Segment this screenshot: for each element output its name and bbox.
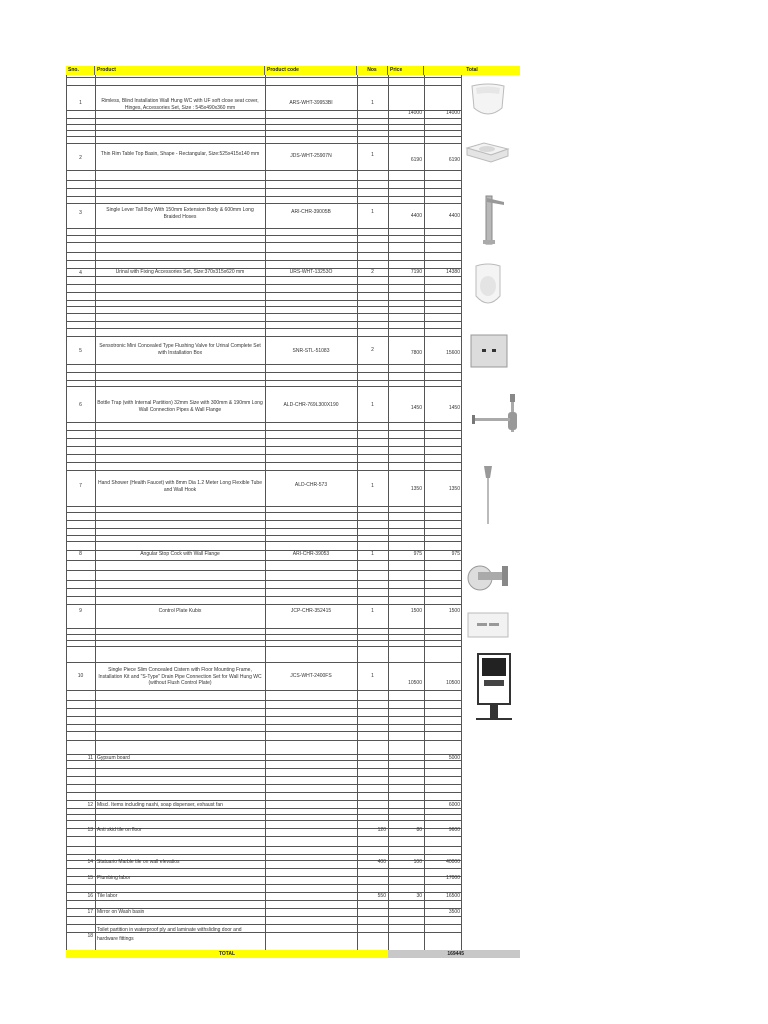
item-nos: 1 bbox=[371, 551, 374, 557]
item-sno: 3 bbox=[79, 210, 82, 216]
row-divider bbox=[66, 884, 461, 885]
wall-hung-wc-image bbox=[466, 80, 510, 122]
item-total: 6190 bbox=[448, 157, 460, 163]
row-divider bbox=[66, 77, 461, 78]
row-divider bbox=[66, 321, 461, 322]
row-divider bbox=[66, 143, 461, 144]
extra-product: Statuario Marble tile on wall elevatios bbox=[97, 859, 180, 865]
extra-product: Tile labor bbox=[97, 893, 118, 899]
extra-sno: 15 bbox=[87, 875, 93, 881]
extra-sno: 14 bbox=[87, 859, 93, 865]
row-divider bbox=[66, 470, 461, 471]
extra-sno: 13 bbox=[87, 827, 93, 833]
item-price: 7800 bbox=[410, 350, 422, 356]
row-divider bbox=[66, 560, 461, 561]
row-divider bbox=[66, 136, 461, 137]
extra-product: Miscl. Items including nashi, soap dispenser, exhaust fan bbox=[97, 802, 223, 808]
row-divider bbox=[66, 662, 461, 663]
row-divider bbox=[66, 372, 461, 373]
concealed-cistern-image bbox=[472, 652, 516, 722]
row-divider bbox=[66, 716, 461, 717]
row-divider bbox=[66, 430, 461, 431]
row-divider bbox=[66, 846, 461, 847]
item-product: Thin Rim Table Top Basin, Shape - Rectangular, Size:525x415x140 mm bbox=[100, 151, 260, 157]
row-divider bbox=[66, 640, 461, 641]
item-price: 14000 bbox=[408, 110, 422, 116]
item-product: Angular Stop Cock with Wall Flange bbox=[140, 551, 220, 557]
extra-total: 6000 bbox=[448, 802, 460, 808]
row-divider bbox=[66, 900, 461, 901]
column-divider bbox=[95, 75, 96, 950]
item-price: 975 bbox=[413, 551, 422, 557]
row-divider bbox=[66, 242, 461, 243]
column-divider bbox=[388, 75, 389, 950]
row-divider bbox=[66, 446, 461, 447]
item-code: ARI-CHR-39053 bbox=[292, 551, 330, 557]
sensor-flush-plate-image bbox=[469, 333, 509, 369]
item-price: 7190 bbox=[410, 269, 422, 275]
item-code: ALD-CHR-769L300X190 bbox=[283, 402, 339, 408]
extra-total: 40000 bbox=[446, 859, 460, 865]
item-product: Single Lever Tall Boy With 150mm Extension Body & 600mm Long Braided Hoses bbox=[106, 207, 254, 220]
extra-sno: 12 bbox=[87, 802, 93, 808]
row-divider bbox=[66, 228, 461, 229]
row-divider bbox=[66, 292, 461, 293]
row-divider bbox=[66, 700, 461, 701]
row-divider bbox=[66, 731, 461, 732]
row-divider bbox=[66, 528, 461, 529]
item-sno: 7 bbox=[79, 483, 82, 489]
item-sno: 4 bbox=[79, 270, 82, 276]
row-divider bbox=[66, 124, 461, 125]
row-divider bbox=[66, 836, 461, 837]
extra-nos: 400 bbox=[377, 859, 386, 865]
row-divider bbox=[66, 422, 461, 423]
row-divider bbox=[66, 604, 461, 605]
extra-product: Mirror on Wash basin bbox=[97, 909, 145, 915]
item-code: URS-WHT-13253O bbox=[289, 269, 333, 275]
urinal-image bbox=[468, 262, 508, 310]
row-divider bbox=[66, 535, 461, 536]
row-divider bbox=[66, 235, 461, 236]
row-divider bbox=[66, 924, 461, 925]
row-divider bbox=[66, 328, 461, 329]
item-nos: 1 bbox=[371, 100, 374, 106]
item-nos: 1 bbox=[371, 209, 374, 215]
extra-nos: 550 bbox=[377, 893, 386, 899]
row-divider bbox=[66, 252, 461, 253]
item-total: 1350 bbox=[448, 486, 460, 492]
row-divider bbox=[66, 588, 461, 589]
row-divider bbox=[66, 203, 461, 204]
header-code[interactable]: Product code bbox=[265, 66, 357, 75]
item-total: 4400 bbox=[448, 213, 460, 219]
item-price: 1450 bbox=[410, 405, 422, 411]
item-total: 10500 bbox=[446, 680, 460, 686]
item-code: JCP-CHR-352415 bbox=[290, 608, 332, 614]
item-price: 1350 bbox=[410, 486, 422, 492]
row-divider bbox=[66, 364, 461, 365]
item-nos: 2 bbox=[371, 347, 374, 353]
control-plate-image bbox=[467, 612, 509, 638]
extra-total: 17000 bbox=[446, 875, 460, 881]
item-price: 6190 bbox=[410, 157, 422, 163]
angle-valve-image bbox=[466, 556, 520, 596]
item-sno: 6 bbox=[79, 402, 82, 408]
item-product: Urinal with Fixing Accessories Set, Size:370x315x620 mm bbox=[115, 269, 245, 275]
item-sno: 10 bbox=[77, 673, 84, 679]
extra-total: 5000 bbox=[448, 755, 460, 761]
health-faucet-image bbox=[478, 462, 498, 526]
row-divider bbox=[66, 438, 461, 439]
row-divider bbox=[66, 520, 461, 521]
item-total: 14380 bbox=[446, 269, 460, 275]
row-divider bbox=[66, 628, 461, 629]
row-divider bbox=[66, 724, 461, 725]
item-sno: 8 bbox=[79, 551, 82, 557]
row-divider bbox=[66, 130, 461, 131]
item-nos: 1 bbox=[371, 483, 374, 489]
row-divider bbox=[66, 690, 461, 691]
item-nos: 1 bbox=[371, 608, 374, 614]
item-total: 14000 bbox=[446, 110, 460, 116]
extra-total: 9600 bbox=[448, 827, 460, 833]
row-divider bbox=[66, 814, 461, 815]
header-nos[interactable]: Nos bbox=[357, 66, 388, 75]
row-divider bbox=[66, 580, 461, 581]
row-divider bbox=[66, 386, 461, 387]
header-product[interactable]: Product bbox=[95, 66, 265, 75]
extra-product: Anti skid tile on floor bbox=[97, 827, 142, 833]
item-product: Bottle Trap (with Internal Partition) 32mm Size with 300mm & 190mm Long Wall Connection Pipes & Wall Flange bbox=[97, 400, 263, 413]
item-code: ARS-WHT-39953BI bbox=[289, 100, 333, 106]
row-divider bbox=[66, 541, 461, 542]
row-divider bbox=[66, 85, 461, 86]
row-divider bbox=[66, 380, 461, 381]
item-nos: 2 bbox=[371, 269, 374, 275]
item-price: 1500 bbox=[410, 608, 422, 614]
extra-total: 16500 bbox=[446, 893, 460, 899]
row-divider bbox=[66, 784, 461, 785]
row-divider bbox=[66, 180, 461, 181]
row-divider bbox=[66, 596, 461, 597]
extra-sno: 11 bbox=[87, 755, 93, 761]
item-sno: 9 bbox=[79, 608, 82, 614]
item-code: JCS-WHT-2400FS bbox=[290, 673, 332, 679]
table-top-basin-image bbox=[464, 140, 510, 166]
item-sno: 5 bbox=[79, 348, 82, 354]
header-sno[interactable]: Sno. bbox=[66, 66, 95, 75]
row-divider bbox=[66, 916, 461, 917]
item-product: Sensotronic Mini Concealed Type Flushing Valve for Urinal Complete Set with Installation Box bbox=[99, 343, 261, 356]
item-price: 10500 bbox=[408, 680, 422, 686]
item-nos: 1 bbox=[371, 152, 374, 158]
column-divider bbox=[461, 75, 462, 950]
item-product: Control Plate Kubix bbox=[158, 608, 202, 614]
extra-nos: 120 bbox=[377, 827, 386, 833]
row-divider bbox=[66, 300, 461, 301]
item-price: 4400 bbox=[410, 213, 422, 219]
extra-product: Gypsum board bbox=[97, 755, 130, 761]
total-label: TOTAL bbox=[66, 950, 388, 958]
row-divider bbox=[66, 188, 461, 189]
row-divider bbox=[66, 512, 461, 513]
row-divider bbox=[66, 792, 461, 793]
row-divider bbox=[66, 306, 461, 307]
row-divider bbox=[66, 313, 461, 314]
row-divider bbox=[66, 170, 461, 171]
item-sno: 1 bbox=[79, 100, 82, 106]
row-divider bbox=[66, 336, 461, 337]
item-product: Hand Shower (Health Faucet) with 8mm Dia 1.2 Meter Long Flexible Tube and Wall Hook bbox=[98, 480, 262, 493]
extra-product: Plumbing labor bbox=[97, 875, 131, 881]
extra-product: Toilet partition in waterproof ply and laminate withsliding door and hardware fittings bbox=[97, 927, 242, 942]
item-total: 1500 bbox=[448, 608, 460, 614]
item-sno: 2 bbox=[79, 155, 82, 161]
row-divider bbox=[66, 740, 461, 741]
column-divider bbox=[265, 75, 266, 950]
item-code: ARI-CHR-39005B bbox=[291, 209, 331, 215]
row-divider bbox=[66, 768, 461, 769]
row-divider bbox=[66, 868, 461, 869]
row-divider bbox=[66, 776, 461, 777]
header-total[interactable]: Total bbox=[424, 66, 520, 75]
row-divider bbox=[66, 570, 461, 571]
row-divider bbox=[66, 820, 461, 821]
item-total: 975 bbox=[451, 551, 460, 557]
item-code: JDS-WHT-25907N bbox=[290, 153, 332, 159]
extra-price: 100 bbox=[413, 859, 422, 865]
column-divider bbox=[424, 75, 425, 950]
row-divider bbox=[66, 634, 461, 635]
bottle-trap-image bbox=[470, 392, 522, 440]
header-price[interactable]: Price bbox=[388, 66, 424, 75]
row-divider bbox=[66, 196, 461, 197]
extra-sno: 17 bbox=[87, 909, 93, 915]
row-divider bbox=[66, 284, 461, 285]
extra-sno: 16 bbox=[87, 893, 93, 899]
item-code: SNR-STL-51083 bbox=[292, 348, 330, 354]
grand-total: 169445 bbox=[388, 950, 520, 958]
row-divider bbox=[66, 708, 461, 709]
row-divider bbox=[66, 276, 461, 277]
extra-price: 80 bbox=[416, 827, 422, 833]
extra-price: 30 bbox=[416, 893, 422, 899]
column-divider bbox=[66, 75, 67, 950]
item-code: ALD-CHR-573 bbox=[294, 482, 328, 488]
row-divider bbox=[66, 454, 461, 455]
row-divider bbox=[66, 462, 461, 463]
column-divider bbox=[357, 75, 358, 950]
item-total: 1450 bbox=[448, 405, 460, 411]
extra-sno: 18 bbox=[87, 933, 93, 939]
row-divider bbox=[66, 260, 461, 261]
item-total: 15600 bbox=[446, 350, 460, 356]
item-product: Single Piece Slim Concealed Cistern with Floor Mounting Frame, Installation Kit and "S-Type" Drain Pipe Connection Set for Wall Hung WC (without Flush Control Plate) bbox=[98, 667, 262, 686]
extra-total: 3500 bbox=[448, 909, 460, 915]
row-divider bbox=[66, 854, 461, 855]
tall-boy-faucet-image bbox=[478, 192, 508, 246]
row-divider bbox=[66, 800, 461, 801]
item-product: Rimless, Blind Installation Wall Hung WC with UF soft close seat cover, Hinges, Accessories Set, Size : 545x490x360 mm bbox=[101, 98, 259, 111]
row-divider bbox=[66, 506, 461, 507]
item-nos: 1 bbox=[371, 673, 374, 679]
row-divider bbox=[66, 118, 461, 119]
item-nos: 1 bbox=[371, 402, 374, 408]
row-divider bbox=[66, 646, 461, 647]
